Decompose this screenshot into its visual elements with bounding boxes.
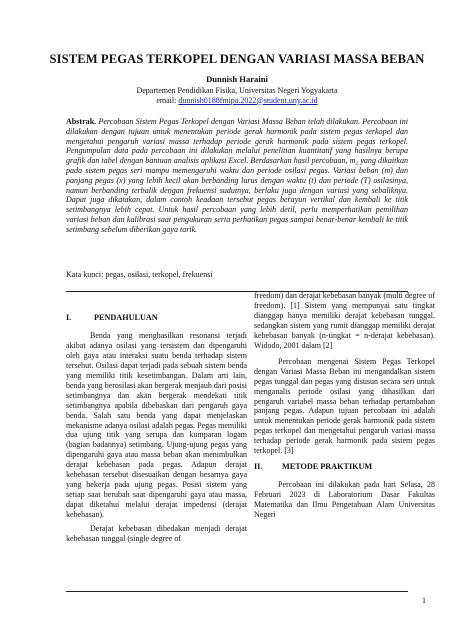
keywords: Kata kunci: pegas, osilasi, terkopel, frekuensi xyxy=(66,270,213,279)
paper-title: SISTEM PEGAS TERKOPEL DENGAN VARIASI MASSA BEBAN xyxy=(49,52,425,66)
section-number: II. xyxy=(254,462,263,472)
abstract-lead: Abstrak. xyxy=(66,117,97,126)
left-column xyxy=(66,313,247,544)
email-link[interactable]: dunnish0188fmipa.2022@student.uny.ac.id xyxy=(178,95,318,105)
affiliation: Departemen Pendidikan Fisika, Universitas Negeri Yogyakarta xyxy=(136,86,338,95)
right-column xyxy=(254,291,435,520)
abstract-text: Percobaan Sistem Pegas Terkopel dengan Variasi Massa Beban telah dilakukan. Percobaan ini dilakukan dengan tujuan untuk menentukan periode gerak harmonik pada sistem pegas terkopel dan mengetahui pengaruh variasi massa terhadap periode gerak harmonik pada sistem pegas terkopel. Pengumpulan data pada percobaan ini dilakukan melalui penelitian kuantitatif yang hasilnya berupa grafik dan tabel dengan bantuan analisis aplikasi Excel. Berdasarkan hasil percobaan, m₂ yang dikaitkan pada sistem pegas seri mampu memengaruhi waktu dan periode osilasi pegas. Variasi beban (m) dan panjang pegas (x) yang lebih kecil akan berbanding lurus dengan waktu (t) dan periode (T) osilasinya, namun berbanding terbalik dengan frekuensi sudutnya, berlaku juga dengan variasi yang sebaliknya. Dapat juga dikatakan, dalam contoh keadaan tersebut pegas berayun vertikal dan kembali ke titik setimbangnya lebih cepat. Untuk hasil percobaan yang lebih detil, perlu memperhatikan pemilihan variasi beban dan kalibrasi saat pengukuran serta perhatikan pegas sampai benar-benar kembali ke titik setimbang sebelum diberikan gaya tarik. xyxy=(66,117,409,234)
section-title: METODE PRAKTIKUM xyxy=(282,462,373,472)
paragraph: Percobaan mengenai Sistem Pegas Terkopel dengan Variasi Massa Beban ini mengandalkan sistem pegas tunggal dan pegas yang disusun secara seri untuk menganalis periode osilasi yang dihasilkan dari pengaruh variabel massa beban terhadap pertambahan panjang pegas. Adapun tujuan percobaan ini adalah untuk menentukan periode gerak harmonik pada sistem pegas terkopel dan mengetahui pengaruh variasi massa terhadap periode gerak harmonik pada sistem pegas terkopel. [3] xyxy=(254,356,435,456)
email-label: email: xyxy=(156,95,177,105)
section-heading-introduction xyxy=(66,313,247,323)
section-heading-method xyxy=(254,462,435,472)
footer-rule xyxy=(66,591,408,592)
page-number: 1 xyxy=(422,596,426,605)
paragraph: Percobaan ini dilakukan pada hari Selasa, 28 Februari 2023 di Laboratorium Dasar Fakultas Matematika dan Ilmu Pengetahuan Alam Universitas Negeri xyxy=(254,480,435,520)
paragraph: freedom) dan derajat kebebasan banyak (multi degree of freedom). [1] Sistem yang mempunyai satu tingkat dianggap hanya memiliki derajat kebebasan tunggal, sedangkan sistem yang rumit dianggap memiliki derajat kebebasan banyak (n-tingkat = n-derajat kebebasan). Widodo, 2001 dalam [2] xyxy=(254,291,435,350)
section-number: I. xyxy=(66,313,72,322)
email-line xyxy=(40,96,434,106)
affiliation-block xyxy=(40,86,434,105)
section-title: PENDAHULUAN xyxy=(94,313,158,322)
author-name: Dunnish Haraini xyxy=(206,74,268,84)
paragraph: Benda yang menghasilkan resonansi terjadi akibat adanya osilasi yang tersistem dan dipengaruhi oleh gaya atau interaksi suatu benda terhadap sistem tersebut. Osilasi dapat terjadi pada sebuah sistem benda yang memiliki titik kesetimbangan. Dalam arti lain, benda yang berosilasi akan bergerak menjauh dari posisi setimbangnya dan akan bergerak mendekati titik setimbangnya apabila dibebaskan dari pengaruh gaya benda. Salah satu benda yang dapat menjelaskan mekanisme adanya osilasi adalah pegas. Pegas memiliki dua ujung titik yang serupa dan kumparan logam (bagian badannya) setimbang. Ujung-ujung pegas yang dipengaruhi gaya atau massa beban akan menimbulkan derajat kebebasan pada pegas. Adapun derajat kebebasan tersebut disesuaikan dengan besarnya gaya yang bekerja pada ujung pegas. Posisi sistem yang setiap saat berubah saat dipengaruhi gaya atau massa, dapat diketahui melalui derajat impedensi (derajat kebebasan). xyxy=(66,330,247,520)
abstract xyxy=(66,117,408,235)
paragraph: Derajat kebebasan dibedakan menjadi derajat kebebasan tunggal (single degree of xyxy=(66,524,247,544)
